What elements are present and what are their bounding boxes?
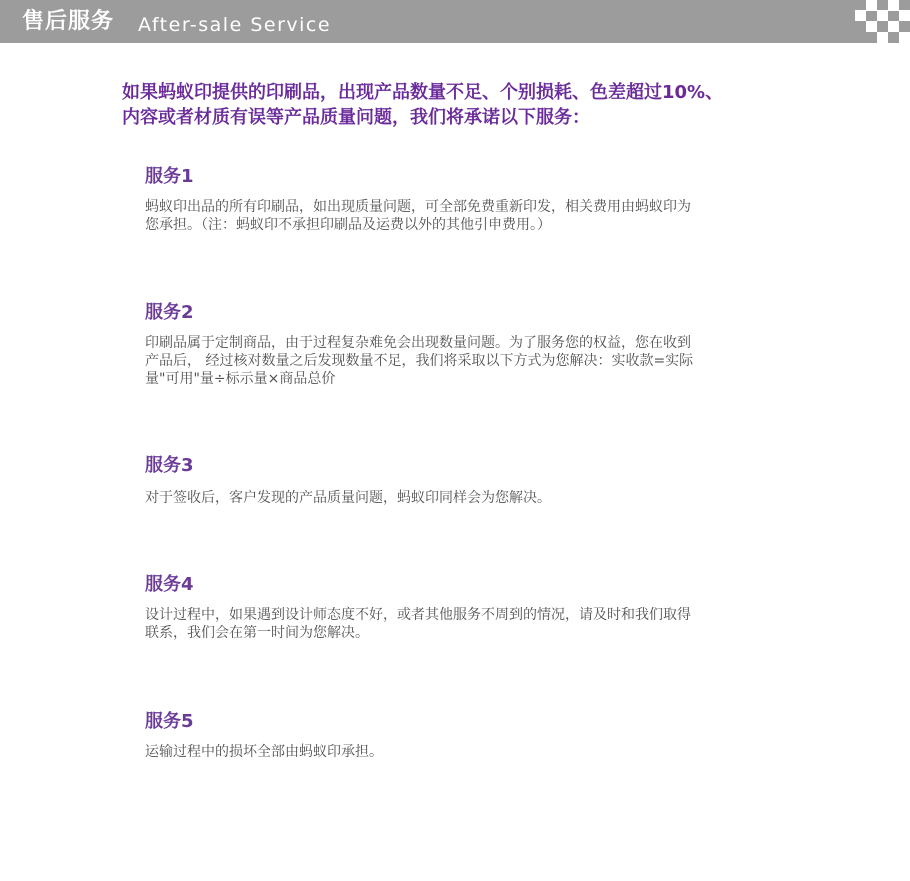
header-title-zh: 售后服务 bbox=[22, 9, 115, 34]
intro-line-2: 内容或者材质有误等产品质量问题，我们将承诺以下服务： bbox=[122, 107, 590, 128]
service-4-text: 设计过程中，如果遇到设计师态度不好，或者其他服务不周到的情况，请及时和我们取得 联系，我们会在第一时间为您解决。 bbox=[145, 607, 691, 641]
intro-statement bbox=[122, 80, 822, 130]
service-1-text: 蚂蚁印出品的所有印刷品，如出现质量问题，可全部免费重新印发，相关费用由蚂蚁印为 您承担。（注：蚂蚁印不承担印刷品及运费以外的其他引申费用。） bbox=[145, 199, 691, 233]
header-bar bbox=[0, 0, 910, 43]
service-3-text: 对于签收后，客户发现的产品质量问题，蚂蚁印同样会为您解决。 bbox=[145, 490, 551, 506]
service-2-title: 服务2 bbox=[145, 302, 194, 323]
service-5-title: 服务5 bbox=[145, 711, 194, 732]
intro-line-1: 如果蚂蚁印提供的印刷品，出现产品数量不足、个别损耗、色差超过10%、 bbox=[122, 82, 724, 103]
checker-pattern-decoration bbox=[855, 0, 910, 43]
service-5-text: 运输过程中的损坏全部由蚂蚁印承担。 bbox=[145, 744, 383, 760]
service-4-title: 服务4 bbox=[145, 574, 194, 595]
header-title-en: After-sale Service bbox=[138, 14, 332, 36]
service-2-text: 印刷品属于定制商品，由于过程复杂难免会出现数量问题。为了服务您的权益，您在收到 产品后， 经过核对数量之后发现数量不足，我们将采取以下方式为您解决：实收款=实际 量"可用"量÷标示量×商品总价 bbox=[145, 335, 694, 387]
service-1-title: 服务1 bbox=[145, 166, 194, 187]
service-3-title: 服务3 bbox=[145, 455, 194, 476]
